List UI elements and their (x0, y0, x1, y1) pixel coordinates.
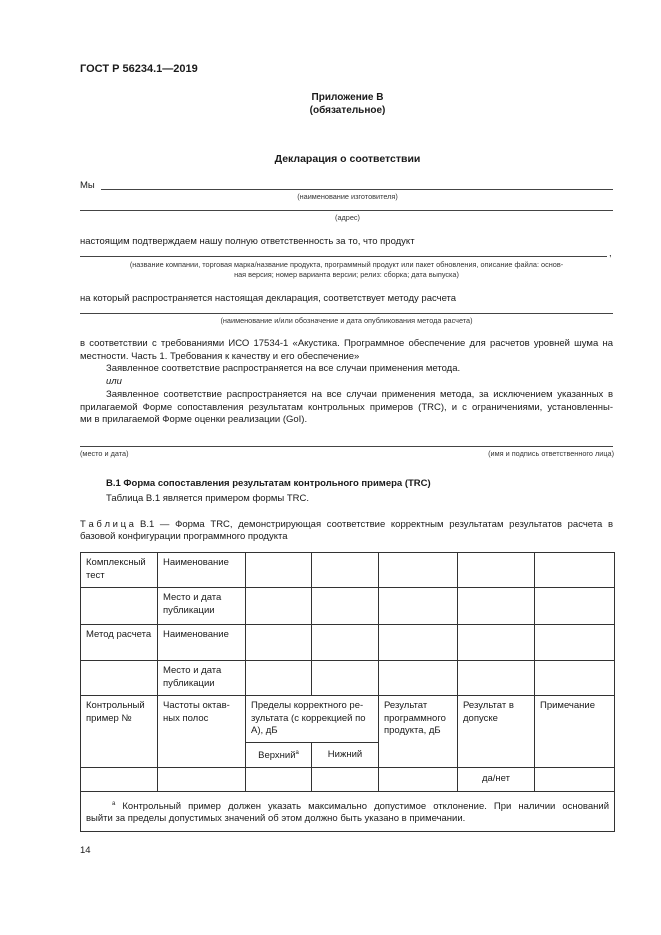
we-label: Мы (80, 180, 95, 191)
cell-empty (81, 588, 158, 625)
trc-form-table (80, 552, 615, 832)
footnote-line1-wrap (86, 798, 609, 814)
cell-note: Примечание (535, 696, 615, 768)
cell-empty[interactable] (458, 588, 535, 625)
footnote-line2: выйти за пределы допустимых значений об этом должно быть указано в примечании. (86, 813, 466, 825)
cell-empty[interactable] (458, 661, 535, 696)
cell-empty[interactable] (158, 767, 246, 791)
section-b1-intro: Таблица В.1 является примером формы TRC. (106, 493, 310, 504)
cell-empty[interactable] (246, 625, 312, 661)
caption-manufacturer: (наименование изготовителя) (297, 192, 398, 201)
standard-header: ГОСТ Р 56234.1—2019 (80, 63, 198, 75)
cell-name-2: Наименование (158, 625, 246, 661)
cell-yes-no[interactable]: да/нет (458, 767, 535, 791)
cell-place-date-2: Место и дата публикации (158, 661, 246, 696)
address-line (80, 210, 613, 211)
cell-place-date-1: Место и дата публикации (158, 588, 246, 625)
product-line (80, 256, 607, 257)
caption-product-2: ная версия; номер варианта версии; релиз: сборка; дата выпуска) (234, 270, 459, 279)
appendix-type: (обязательное) (309, 105, 386, 116)
cell-octave-freq: Частоты октав-ных полос (158, 696, 246, 768)
cell-empty[interactable] (81, 767, 158, 791)
section-b1-heading: В.1 Форма сопоставления результатам контрольного примера (TRC) (106, 478, 431, 489)
signature-line (80, 446, 613, 447)
cell-name-1: Наименование (158, 553, 246, 588)
upper-label: Верхний (258, 750, 296, 762)
cell-empty[interactable] (535, 767, 615, 791)
upper-footnote-mark: а (295, 750, 299, 756)
cell-empty[interactable] (312, 588, 379, 625)
cell-empty[interactable] (312, 661, 379, 696)
page-number: 14 (80, 845, 91, 856)
product-comma: , (609, 248, 612, 259)
cell-empty[interactable] (458, 553, 535, 588)
caption-address: (адрес) (335, 213, 360, 222)
cell-empty[interactable] (535, 661, 615, 696)
cell-empty[interactable] (312, 553, 379, 588)
footnote-line1: Контрольный пример должен указать максимально допустимое отклонение. При наличии оснований (122, 800, 610, 812)
cell-empty[interactable] (379, 553, 458, 588)
cell-lower: Нижний (312, 743, 379, 768)
cell-empty[interactable] (312, 767, 379, 791)
table-label: Т а б л и ц а (80, 519, 134, 530)
para2: Заявленное соответствие распространяется на все случаи применения метода. (106, 363, 461, 374)
table-footnote (81, 791, 615, 831)
cell-upper (246, 743, 312, 768)
cell-calc-method: Метод расчета (81, 625, 158, 661)
para3-line2: прилагаемой Форме сопоставления результатам контрольных примеров (TRC), и с ограничениями, установленны- (80, 402, 613, 413)
method-text: на который распространяется настоящая декларация, соответствует методу расчета (80, 293, 457, 304)
footnote-mark: а (112, 800, 116, 807)
caption-product-1: (название компании, торговая марка/название продукта, программный продукт или пакет обновления, описание файла: основ- (129, 260, 564, 269)
cell-empty[interactable] (458, 625, 535, 661)
para1-line2: местности. Часть 1. Требования к качеству и его обеспечение» (80, 351, 360, 362)
appendix-title: Приложение В (311, 92, 384, 103)
cell-empty[interactable] (535, 625, 615, 661)
manufacturer-line (101, 189, 613, 190)
cell-empty[interactable] (246, 767, 312, 791)
declaration-title: Декларация о соответствии (274, 153, 421, 165)
cell-software-result: Результат программного продукта, дБ (379, 696, 458, 768)
cell-empty[interactable] (535, 588, 615, 625)
para3-line1: Заявленное соответствие распространяется на все случаи применения метода, за исключением указанных в (106, 389, 613, 400)
para1-line1: в соответствии с требованиями ИСО 17534-1 «Акустика. Программное обеспечение для расчетов уровней шума на (80, 338, 613, 349)
para3-line3: ми в прилагаемой Форме оценки реализации (GoI). (80, 414, 308, 425)
cell-control-example: Контрольный пример № (81, 696, 158, 768)
confirm-text: настоящим подтверждаем нашу полную ответственность за то, что продукт (80, 236, 415, 247)
cell-empty[interactable] (379, 661, 458, 696)
caption-signature: (имя и подпись ответственного лица) (488, 449, 614, 458)
table-caption-line2: базовой конфигурации программного продукта (80, 531, 288, 542)
cell-empty[interactable] (312, 625, 379, 661)
cell-empty[interactable] (535, 553, 615, 588)
method-line (80, 313, 613, 314)
cell-complex-test: Комплексный тест (81, 553, 158, 588)
cell-limits: Пределы корректного ре-зультата (с коррекцией по А), дБ (246, 696, 379, 743)
cell-empty[interactable] (379, 588, 458, 625)
cell-empty[interactable] (246, 661, 312, 696)
cell-empty[interactable] (246, 588, 312, 625)
table-caption-line1: В.1 — Форма TRC, демонстрирующая соответствие корректным результатам результатов расчета в (140, 519, 613, 530)
or-word: или (106, 376, 122, 387)
caption-method: (наименование и/или обозначение и дата опубликования метода расчета) (220, 316, 473, 325)
cell-empty[interactable] (246, 553, 312, 588)
cell-empty (81, 661, 158, 696)
cell-empty[interactable] (379, 625, 458, 661)
cell-within-tolerance: Результат в допуске (458, 696, 535, 768)
cell-empty[interactable] (379, 767, 458, 791)
caption-place-date: (место и дата) (80, 449, 129, 458)
